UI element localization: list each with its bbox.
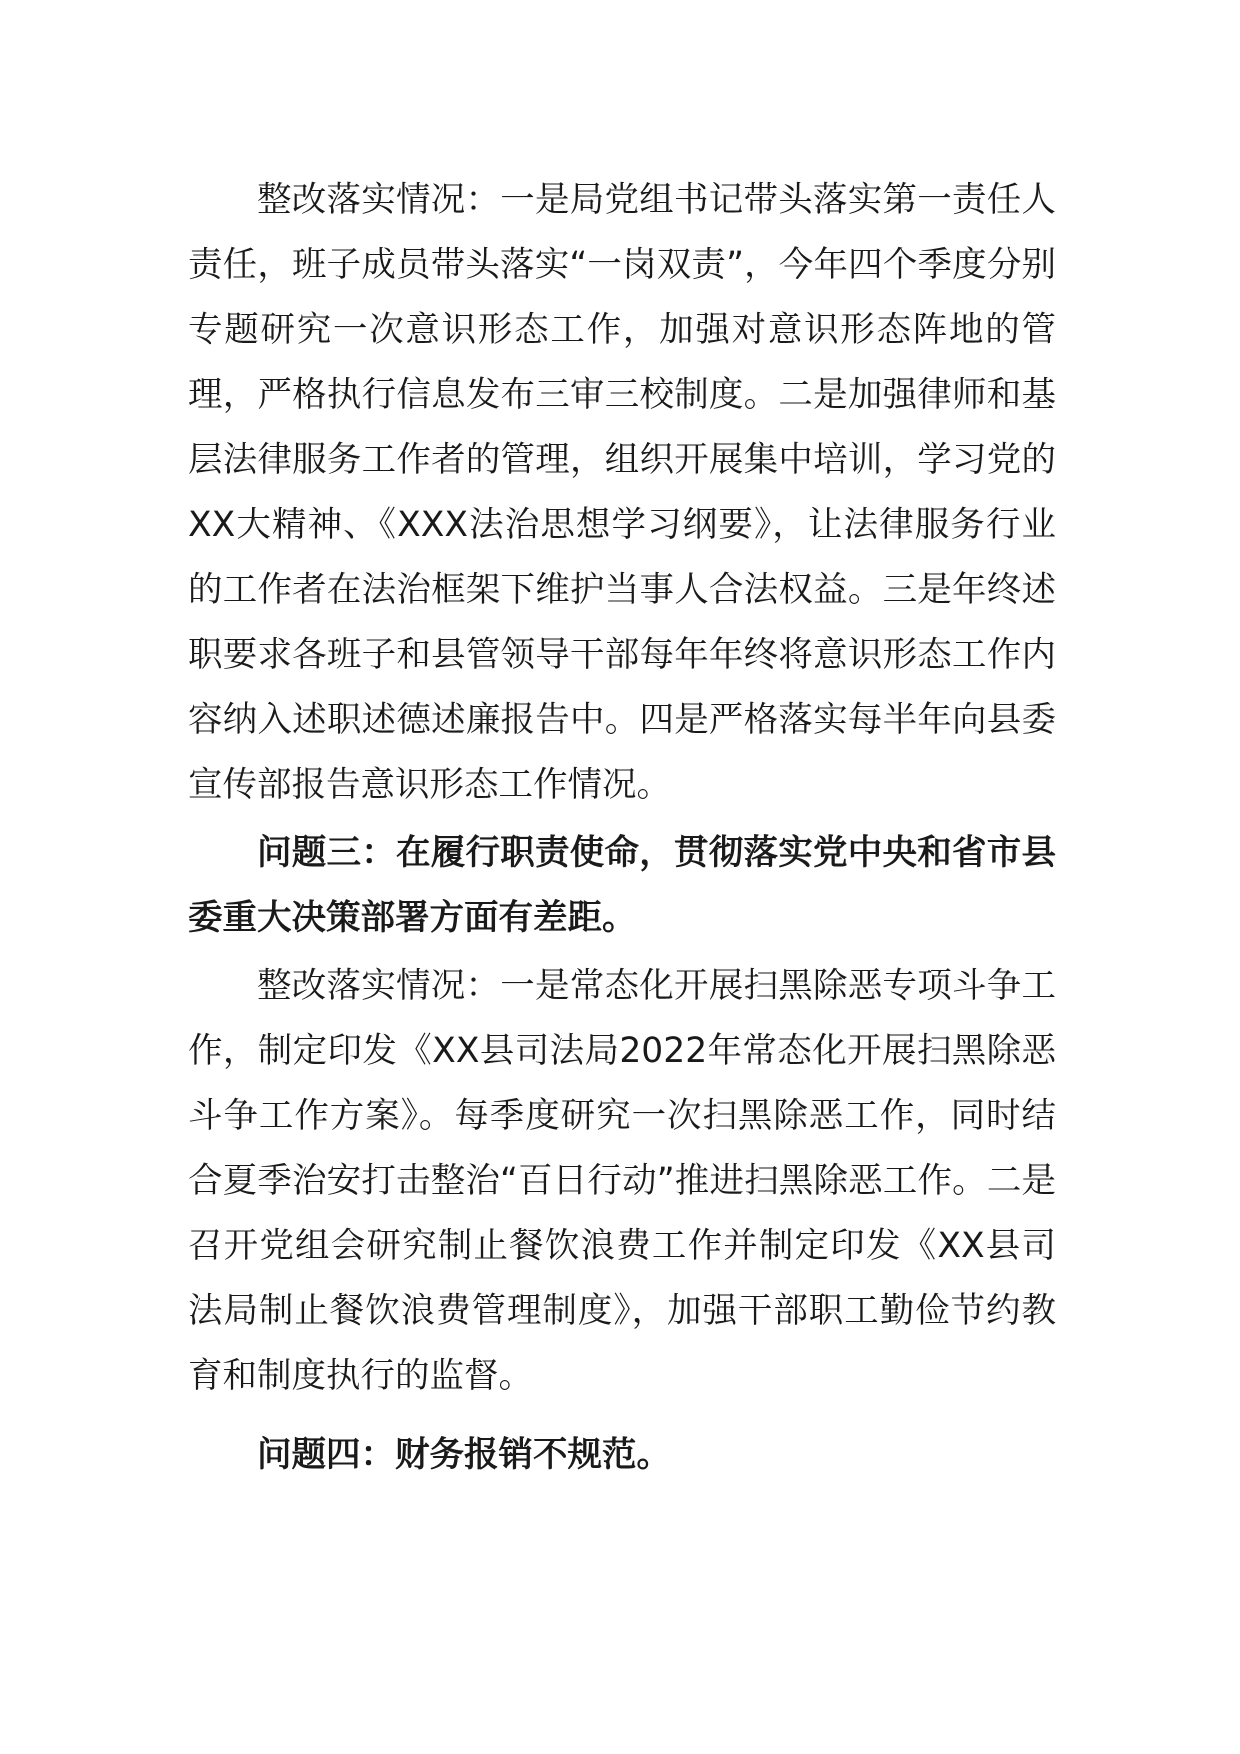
issue-three-heading: 问题三：在履行职责使命，贯彻落实党中央和省市县委重大决策部署方面有差距。 [188,833,1056,938]
rectification-paragraph-1: 整改落实情况：一是局党组书记带头落实第一责任人责任，班子成员带头落实“一岗双责”，今年四个季度分别专题研究一次意识形态工作，加强对意识形态阵地的管理，严格执行信息发布三审三校制度。二是加强律师和基层法律服务工作者的管理，组织开展集中培训，学习党的XX大精神、《XXX法治思想学习纲要》，让法律服务行业的工作者在法治框架下维护当事人合法权益。三是年终述职要求各班子和县管领导干部每年年终将意识形态工作内容纳入述职述德述廉报告中。四是严格落实每半年向县委宣传部报告意识形态工作情况。 [188,180,1056,805]
rectification-paragraph-2: 整改落实情况：一是常态化开展扫黑除恶专项斗争工作，制定印发《XX县司法局2022年常态化开展扫黑除恶斗争工作方案》。每季度研究一次扫黑除恶工作，同时结合夏季治安打击整治“百日行动”推进扫黑除恶工作。二是召开党组会研究制止餐饮浪费工作并制定印发《XX县司法局制止餐饮浪费管理制度》，加强干部职工勤俭节约教育和制度执行的监督。 [188,966,1056,1396]
issue-four-heading: 问题四：财务报销不规范。 [257,1435,671,1475]
document-body [188,168,1056,1488]
